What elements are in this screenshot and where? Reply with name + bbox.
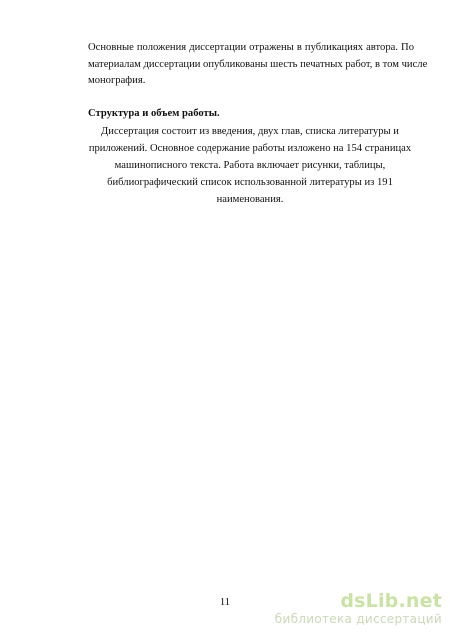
section-heading: Структура и объем работы. bbox=[88, 108, 220, 119]
page-number: 11 bbox=[219, 597, 231, 608]
paragraph-line: библиографический список использованной литературы из 191 bbox=[107, 177, 393, 188]
paragraph-line: приложений. Основное содержание работы изложено на 154 страницах bbox=[88, 143, 412, 154]
paragraph-line: Диссертация состоит из введения, двух глав, списка литературы и bbox=[101, 126, 399, 137]
paragraph-line: наименования. bbox=[216, 194, 284, 205]
paragraph-line: машинописного текста. Работа включает рисунки, таблицы, bbox=[114, 160, 386, 171]
paragraph-line: материалам диссертации опубликованы шесть печатных работ, в том числе bbox=[88, 58, 428, 70]
publications-paragraph bbox=[88, 40, 428, 90]
paragraph-line: монография. bbox=[88, 75, 146, 86]
watermark-logo: dsLib.net bbox=[340, 590, 442, 612]
paragraph-line: Основные положения диссертации отражены в публикациях автора. По bbox=[88, 42, 414, 53]
watermark-subtitle: библиотека диссертаций bbox=[274, 612, 442, 626]
structure-paragraph bbox=[80, 123, 420, 208]
site-watermark bbox=[262, 590, 442, 626]
